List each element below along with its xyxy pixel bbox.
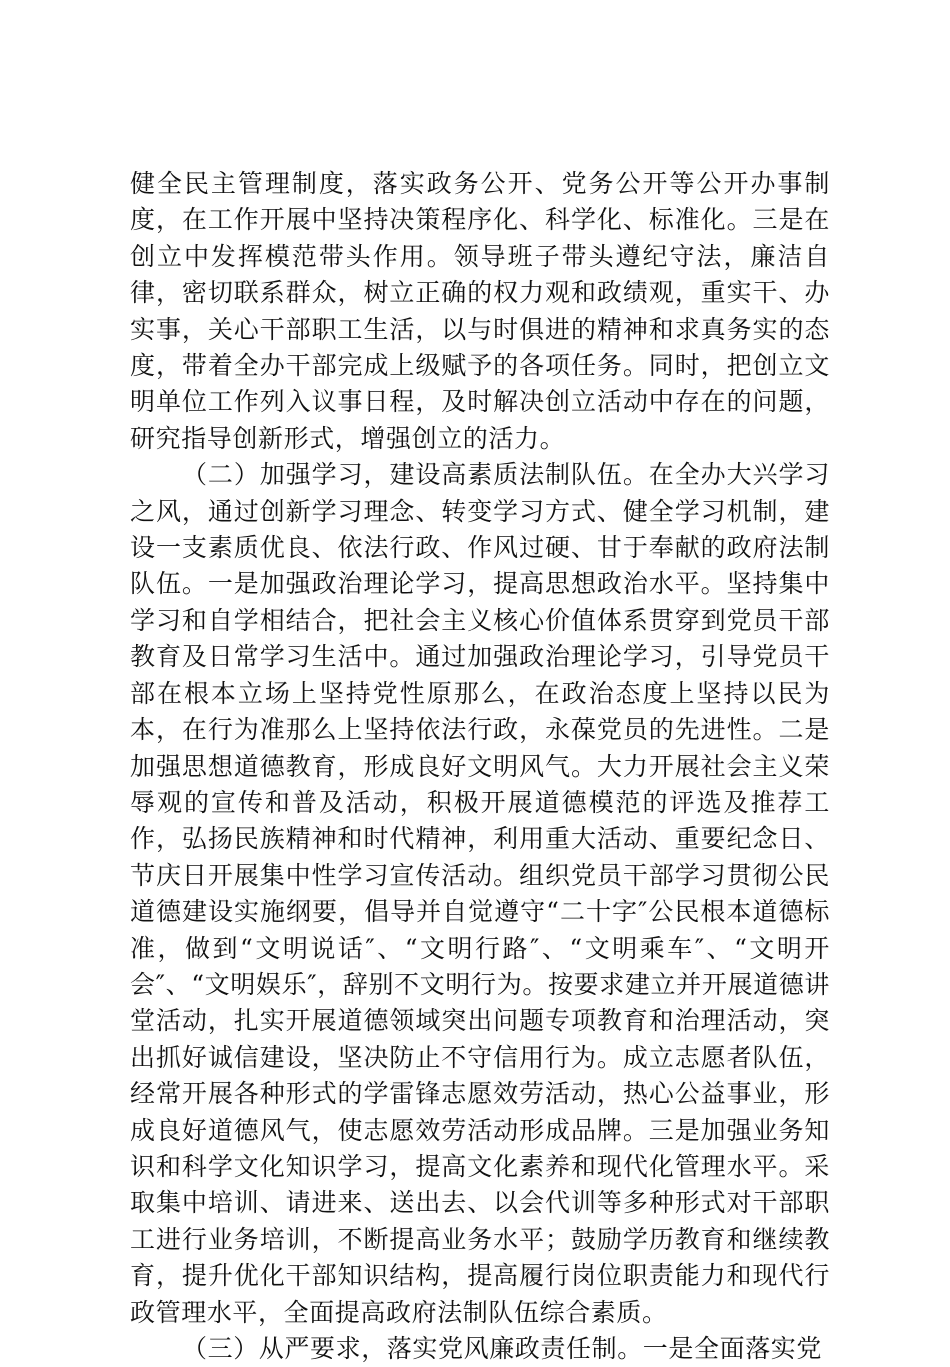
paragraph-section-two: （二）加强学习，建设高素质法制队伍。在全办大兴学习之风，通过创新学习理念、转变学习方式、健全学习机制，建设一支素质优良、依法行政、作风过硬、甘于奉献的政府法制队伍。一是加强政治理论学习，提高思想政治水平。坚持集中学习和自学相结合，把社会主义核心价值体系贯穿到党员干部教育及日常学习生活中。通过加强政治理论学习，引导党员干部在根本立场上坚持党性原那么，在政治态度上坚持以民为本，在行为准那么上坚持依法行政，永葆党员的先进性。二是加强思想道德教育，形成良好文明风气。大力开展社会主义荣辱观的宣传和普及活动，积极开展道德模范的评选及推荐工作，弘扬民族精神和时代精神，利用重大活动、重要纪念日、节庆日开展集中性学习宣传活动。组织党员干部学习贯彻公民道德建设实施纲要，倡导并自觉遵守“二十字″公民根本道德标准，做到“文明说话″、“文明行路″、“文明乘车″、“文明开会″、“文明娱乐″，辞别不文明行为。按要求建立并开展道德讲堂活动，扎实开展道德领域突出问题专项教育和治理活动，突出抓好诚信建设，坚决防止不守信用行为。成立志愿者队伍，经常开展各种形式的学雷锋志愿效劳活动，热心公益事业，形成良好道德风气，使志愿效劳活动形成品牌。三是加强业务知识和科学文化知识学习，提高文化素养和现代化管理水平。采取集中培训、请进来、送出去、以会代训等多种形式对干部职工进行业务培训，不断提高业务水平；鼓励学历教育和继续教育，提升优化干部知识结构，提高履行岗位职责能力和现代行政管理水平，全面提高政府法制队伍综合素质。 [130,460,830,1327]
document-body [130,166,830,1367]
paragraph-section-three: （三）从严要求，落实党风廉政责任制。一是全面落实党 [182,1334,823,1363]
paragraph-continuation: 健全民主管理制度，落实政务公开、党务公开等公开办事制度，在工作开展中坚持决策程序化、科学化、标准化。三是在创立中发挥模范带头作用。领导班子带头遵纪守法，廉洁自律，密切联系群众，树立正确的权力观和政绩观，重实干、办实事，关心干部职工生活，以与时俱进的精神和求真务实的态度，带着全办干部完成上级赋予的各项任务。同时，把创立文明单位工作列入议事日程，及时解决创立活动中存在的问题，研究指导创新形式，增强创立的活力。 [130,169,830,453]
